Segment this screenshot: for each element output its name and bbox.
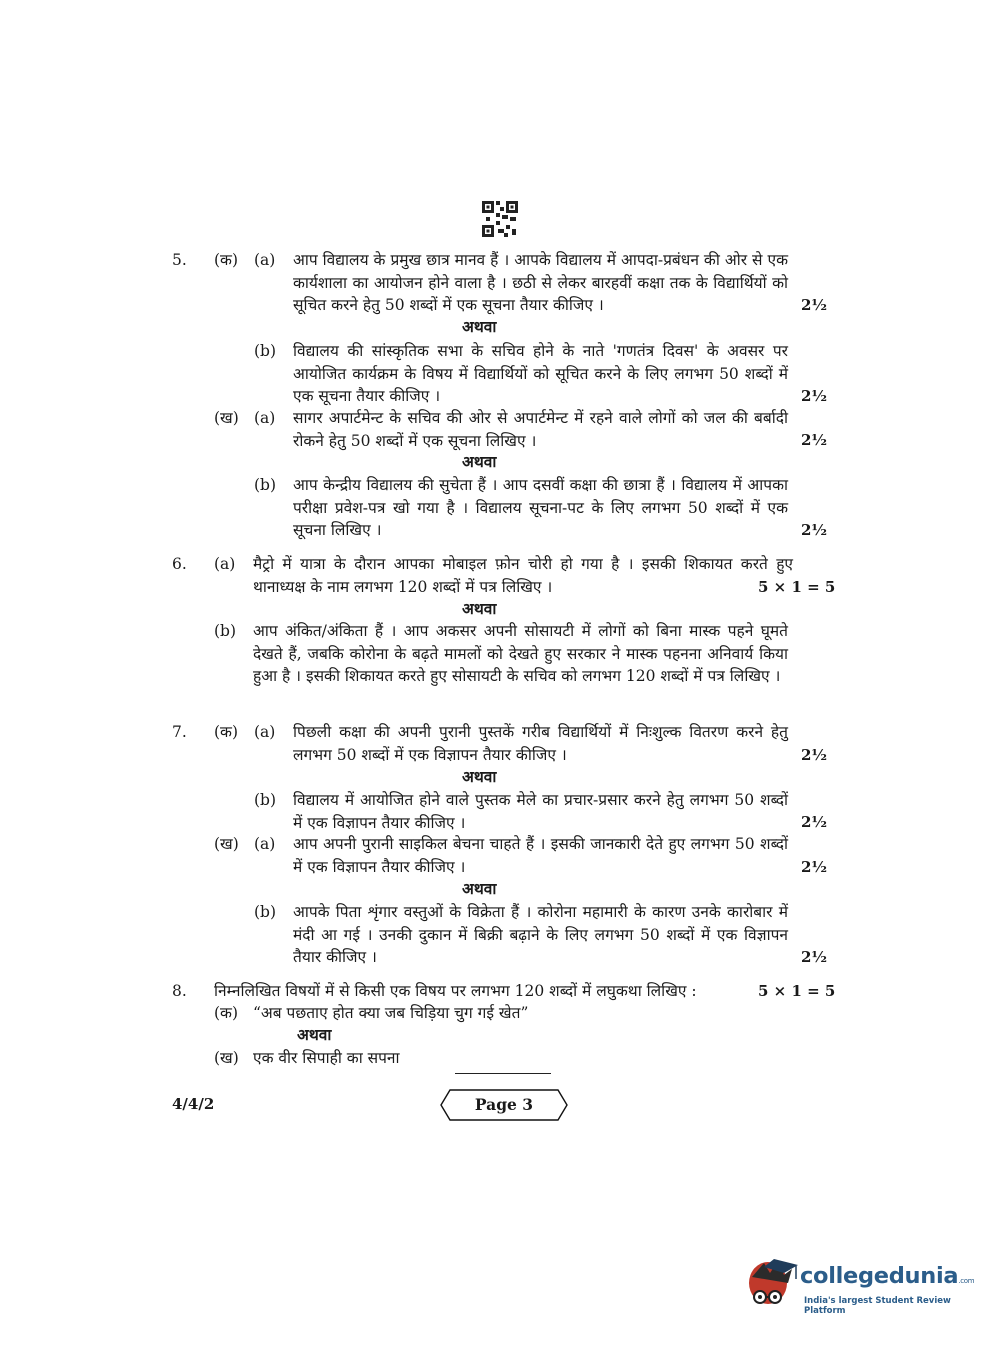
question-text: विद्यालय की सांस्कृतिक सभा के सचिव होने के नाते 'गणतंत्र दिवस' के अवसर पर आयोजित कार्यक्रम के विषय में विद्यार्थियों को सूचित करने के लिए लगभग 50 शब्दों में एक सूचना तैयार कीजिए ।: [293, 342, 788, 405]
section-ka-label: (क): [214, 251, 238, 269]
question-number: 5.: [172, 251, 187, 269]
option-label: (a): [214, 555, 236, 573]
option-label: (a): [254, 409, 276, 427]
marks-label: 2½: [801, 521, 828, 539]
topic-text: “अब पछताए होत क्या जब चिड़िया चुग गई खेत”: [253, 1004, 529, 1022]
option-label: (a): [254, 723, 276, 741]
option-label: (b): [214, 622, 237, 640]
option-label: (b): [254, 903, 277, 921]
page-number-box: [440, 1089, 568, 1121]
or-separator: अथवा: [297, 1025, 332, 1044]
qr-code: [482, 200, 518, 238]
option-label: (b): [254, 791, 277, 809]
mascot-icon: [744, 1253, 800, 1315]
brand-tagline: India's largest Student Review Platform: [804, 1296, 951, 1316]
option-label: (a): [254, 251, 276, 269]
marks-label: 2½: [801, 813, 828, 831]
or-separator: अथवा: [462, 767, 497, 786]
question-number: 7.: [172, 723, 187, 741]
marks-label: 5 × 1 = 5: [758, 982, 836, 1000]
question-text: आप केन्द्रीय विद्यालय की सुचेता हैं । आप दसवीं कक्षा की छात्रा हैं । विद्यालय में आपका परीक्षा प्रवेश-पत्र खो गया है । विद्यालय सूचना-पट के लिए लगभग 50 शब्दों में एक सूचना लिखिए ।: [293, 476, 788, 539]
marks-label: 2½: [801, 746, 828, 764]
marks-label: 2½: [801, 858, 828, 876]
marks-label: 2½: [801, 948, 828, 966]
marks-label: 5 × 1 = 5: [758, 578, 836, 596]
topic-text: एक वीर सिपाही का सपना: [253, 1049, 400, 1067]
option-label: (b): [254, 476, 277, 494]
or-separator: अथवा: [462, 879, 497, 898]
or-separator: अथवा: [462, 599, 497, 618]
question-number: 6.: [172, 555, 187, 573]
option-label: (a): [254, 835, 276, 853]
question-text: विद्यालय में आयोजित होने वाले पुस्तक मेले का प्रचार-प्रसार करने हेतु लगभग 50 शब्दों में एक विज्ञापन तैयार कीजिए ।: [293, 791, 788, 832]
or-separator: अथवा: [462, 317, 497, 336]
or-separator: अथवा: [462, 452, 497, 471]
paper-code: 4/4/2: [172, 1095, 215, 1113]
marks-label: 2½: [801, 431, 828, 449]
marks-label: 2½: [801, 296, 828, 314]
option-label: (b): [254, 342, 277, 360]
question-text: आप अंकित/अंकिता हैं । आप अकसर अपनी सोसायटी में लोगों को बिना मास्क पहने घूमते देखते हैं, जबकि कोरोना के बढ़ते मामलों को देखते हुए सरकार ने मास्क पहनना अनिवार्य किया हुआ है । इसकी शिकायत करते हुए सोसायटी के सचिव को लगभग 120 शब्दों में पत्र लिखिए ।: [253, 622, 788, 685]
question-text: पिछली कक्षा की अपनी पुरानी पुस्तकें गरीब विद्यार्थियों में निःशुल्क वितरण करने हेतु लगभग 50 शब्दों में एक विज्ञापन तैयार कीजिए ।: [293, 723, 788, 764]
question-text: निम्नलिखित विषयों में से किसी एक विषय पर लगभग 120 शब्दों में लघुकथा लिखिए :: [214, 982, 697, 1000]
marks-label: 2½: [801, 387, 828, 405]
option-label: (ख): [214, 1049, 239, 1067]
question-text: सागर अपार्टमेन्ट के सचिव की ओर से अपार्टमेन्ट में रहने वाले लोगों को जल की बर्बादी रोकने हेतु 50 शब्दों में एक सूचना लिखिए ।: [293, 409, 788, 450]
section-ka-label: (क): [214, 723, 238, 741]
section-kha-label: (ख): [214, 409, 239, 427]
end-rule: [455, 1073, 551, 1074]
question-text: आप अपनी पुरानी साइकिल बेचना चाहते हैं । इसकी जानकारी देते हुए लगभग 50 शब्दों में एक विज्ञापन तैयार कीजिए ।: [293, 835, 788, 876]
collegedunia-logo: [744, 1253, 975, 1323]
option-label: (क): [214, 1004, 238, 1022]
brand-name: collegedunia.com: [800, 1263, 975, 1289]
question-number: 8.: [172, 982, 187, 1000]
section-kha-label: (ख): [214, 835, 239, 853]
question-text: मैट्रो में यात्रा के दौरान आपका मोबाइल फ़ोन चोरी हो गया है । इसकी शिकायत करते हुए थानाध्यक्ष के नाम लगभग 120 शब्दों में पत्र लिखिए ।: [253, 555, 793, 596]
question-text: आप विद्यालय के प्रमुख छात्र मानव हैं । आपके विद्यालय में आपदा-प्रबंधन की ओर से एक कार्यशाला का आयोजन होने वाला है । छठी से लेकर बारहवीं कक्षा तक के विद्यार्थियों को सूचित करने हेतु 50 शब्दों में एक सूचना तैयार कीजिए ।: [293, 251, 788, 314]
page-number: Page 3: [474, 1095, 534, 1114]
question-text: आपके पिता शृंगार वस्तुओं के विक्रेता हैं । कोरोना महामारी के कारण उनके कारोबार में मंदी आ गई । उनकी दुकान में बिक्री बढ़ाने के लिए लगभग 50 शब्दों में एक विज्ञापन तैयार कीजिए ।: [293, 903, 788, 966]
